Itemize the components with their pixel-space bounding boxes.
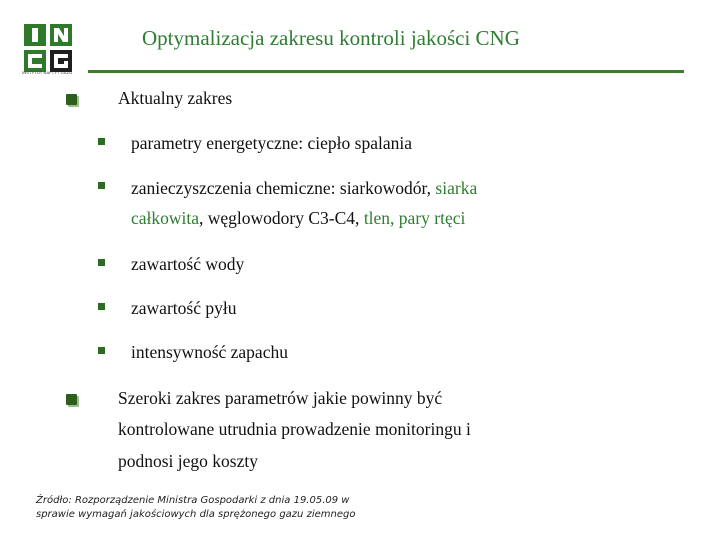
- institute-logo: [24, 18, 72, 78]
- section-text-line: kontrolowane utrudnia prowadzenie monitoringu i: [118, 419, 471, 439]
- title-divider: [88, 70, 684, 73]
- logo-caption: INSTYTUT NAFTY I GAZU: [22, 70, 73, 75]
- item-text: zanieczyszczenia chemiczne: siarkowodór,: [131, 178, 436, 198]
- highlighted-text: siarka: [435, 178, 478, 198]
- small-square-bullet-icon: [98, 138, 105, 145]
- section-text-line: Szeroki zakres parametrów jakie powinny być: [118, 388, 443, 408]
- slide-title: Optymalizacja zakresu kontroli jakości CNG: [142, 26, 520, 50]
- source-line: Źródło: Rozporządzenie Ministra Gospodarki z dnia 19.05.09 w: [36, 495, 350, 506]
- highlighted-text: całkowita: [131, 208, 200, 228]
- source-note: [36, 494, 355, 522]
- small-square-bullet-icon: [98, 347, 105, 354]
- section-heading: Aktualny zakres: [118, 88, 233, 108]
- small-square-bullet-icon: [98, 303, 105, 310]
- square-bullet-icon: [66, 94, 77, 105]
- item-text: , węglowodory C3-C4,: [199, 208, 364, 228]
- highlighted-text: tlen, pary rtęci: [363, 208, 466, 228]
- small-square-bullet-icon: [98, 259, 105, 266]
- section-text-line: podnosi jego koszty: [118, 451, 258, 471]
- list-item: zawartość pyłu: [131, 298, 237, 318]
- list-item: [131, 178, 477, 199]
- list-item-continuation: [131, 208, 465, 229]
- square-bullet-icon: [66, 394, 77, 405]
- list-item: parametry energetyczne: ciepło spalania: [131, 133, 412, 153]
- list-item: intensywność zapachu: [131, 342, 288, 362]
- list-item: zawartość wody: [131, 254, 245, 274]
- small-square-bullet-icon: [98, 182, 105, 189]
- source-line: sprawie wymagań jakościowych dla sprężonego gazu ziemnego: [36, 509, 356, 520]
